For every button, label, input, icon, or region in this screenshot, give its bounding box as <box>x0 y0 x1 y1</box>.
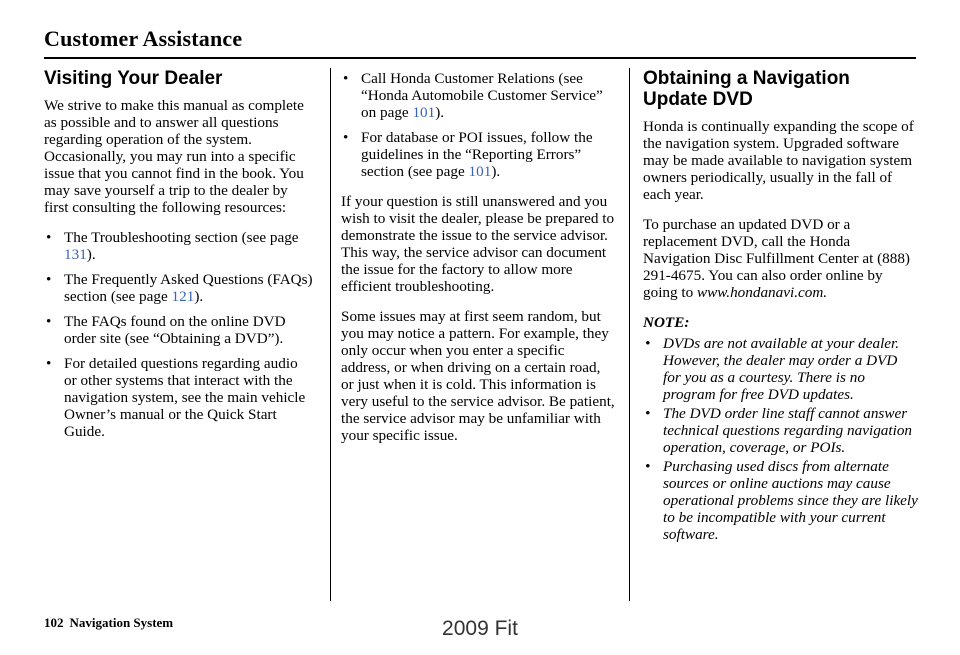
note-text: The DVD order line staff cannot answer technical questions regarding navigation operation, coverage, or POIs. <box>663 405 913 456</box>
resource-list <box>341 70 616 180</box>
bullet-icon: • <box>46 229 52 246</box>
list-item <box>44 355 314 440</box>
list-item-text-end: ). <box>194 288 204 305</box>
list-item <box>643 335 918 403</box>
title-rule <box>44 57 916 59</box>
list-item <box>44 271 314 305</box>
list-item-text: For detailed questions regarding audio or other systems that interact with the navigation system, see the main vehicle Owner’s manual or the Quick Start Guide. <box>64 355 306 440</box>
bullet-icon: • <box>645 405 651 422</box>
list-item-text: The Troubleshooting section (see page <box>64 229 299 246</box>
list-item-text-end: ). <box>86 246 96 263</box>
column-divider <box>330 68 331 601</box>
note-list <box>643 335 918 543</box>
page-number: 102 <box>44 615 64 630</box>
watermark: 2009 Fit <box>442 617 518 640</box>
body-paragraph <box>643 216 918 301</box>
list-item-text-end: ). <box>491 163 501 180</box>
body-paragraph: Some issues may at first seem random, but you may notice a pattern. For example, they only occur when you enter a specific address, or when driving on a certain road, or just when it is cold. This information is very useful to the service advisor. Be patient, the service advisor may be unfamiliar with your specific issue. <box>341 308 615 444</box>
footer-section: Navigation System <box>69 615 174 630</box>
bullet-icon: • <box>343 70 349 87</box>
list-item-text: The FAQs found on the online DVD order site (see “Obtaining a DVD”). <box>64 313 286 347</box>
body-paragraph: Honda is continually expanding the scope of the navigation system. Upgraded software may be made available to navigation system owners periodically, usually in the fall of each year. <box>643 118 914 203</box>
bullet-icon: • <box>343 129 349 146</box>
bullet-icon: • <box>645 458 651 475</box>
note-text: DVDs are not available at your dealer. However, the dealer may order a DVD for you as a courtesy. There is no program for free DVD updates. <box>663 335 900 403</box>
list-item <box>341 70 616 121</box>
section-heading: Obtaining a Navigation Update DVD <box>643 68 850 110</box>
bullet-icon: • <box>46 355 52 372</box>
bullet-icon: • <box>46 271 52 288</box>
page-link[interactable]: 121 <box>171 288 195 305</box>
resource-list <box>44 229 314 440</box>
list-item-text-end: ). <box>435 104 445 121</box>
list-item <box>341 129 616 180</box>
list-item-text: The Frequently Asked Questions (FAQs) section (see page <box>64 271 313 305</box>
intro-paragraph: We strive to make this manual as complete as possible and to answer all questions regarding operation of the system. Occasionally, you may run into a specific issue that you cannot find in the book. You may save yourself a trip to the dealer by first consulting the following resources: <box>44 97 304 216</box>
list-item-text: Call Honda Customer Relations (see “Honda Automobile Customer Service” on page <box>361 70 603 121</box>
website-url: www.hondanavi.com. <box>697 284 828 301</box>
page-link[interactable]: 131 <box>64 246 87 263</box>
order-text: To purchase an updated DVD or a replacement DVD, call the Honda Navigation Disc Fulfillment Center at (888) 291-4675. You can also order online by going to <box>643 216 910 301</box>
list-item <box>643 458 918 543</box>
list-item <box>44 313 314 347</box>
column-visiting-dealer <box>44 66 314 448</box>
note-label: NOTE: <box>643 314 690 331</box>
bullet-icon: • <box>645 335 651 352</box>
column-update-dvd <box>643 66 918 545</box>
section-heading: Visiting Your Dealer <box>44 68 223 89</box>
page-link[interactable]: 101 <box>468 163 492 180</box>
page-link[interactable]: 101 <box>412 104 436 121</box>
page-title: Customer Assistance <box>44 26 243 51</box>
note-text: Purchasing used discs from alternate sources or online auctions may cause operational problems since they are likely to be incompatible with your current software. <box>663 458 918 543</box>
column-dealer-continued <box>341 66 616 457</box>
body-paragraph: If your question is still unanswered and you wish to visit the dealer, please be prepared to demonstrate the issue to the service advisor. This way, the service advisor can document the issue for the factory to allow more efficient troubleshooting. <box>341 193 615 295</box>
bullet-icon: • <box>46 313 52 330</box>
list-item <box>44 229 314 263</box>
list-item-text: For database or POI issues, follow the guidelines in the “Reporting Errors” section (see page <box>361 129 593 180</box>
list-item <box>643 405 918 456</box>
column-divider <box>629 68 630 601</box>
